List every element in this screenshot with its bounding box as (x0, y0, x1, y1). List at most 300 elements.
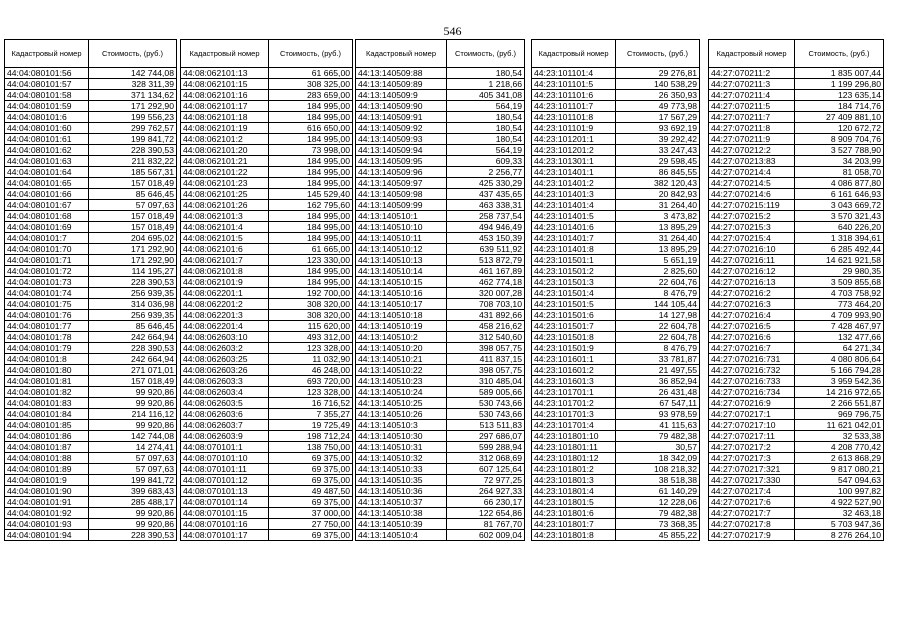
cost-cell: 157 018,49 (89, 222, 177, 233)
table-row (356, 310, 525, 321)
cost-cell: 228 390,53 (89, 145, 177, 156)
cost-cell: 79 482,38 (616, 431, 700, 442)
table-row (181, 387, 353, 398)
cost-cell: 4 703 758,92 (795, 288, 884, 299)
table-row (356, 156, 525, 167)
cost-cell: 120 672,72 (795, 123, 884, 134)
table-row (5, 497, 177, 508)
cadastral-number-cell: 44:08:062101:5 (181, 233, 269, 244)
cadastral-number-cell: 44:04:080101:75 (5, 299, 89, 310)
cost-cell: 36 852,94 (616, 376, 700, 387)
cadastral-number-cell: 44:23:101101:6 (532, 90, 616, 101)
cost-cell: 171 292,90 (89, 244, 177, 255)
cost-cell: 969 796,75 (795, 409, 884, 420)
table-row (709, 365, 884, 376)
table-row (356, 398, 525, 409)
table-row (356, 376, 525, 387)
table-row (5, 277, 177, 288)
cadastral-number-cell: 44:27:070216:5 (709, 321, 795, 332)
cadastral-number-cell: 44:04:080101:74 (5, 288, 89, 299)
page-number: 546 (443, 24, 462, 38)
cost-cell: 114 195,27 (89, 266, 177, 277)
table-row (5, 200, 177, 211)
cadastral-number-cell: 44:23:101401:1 (532, 167, 616, 178)
cost-cell: 256 939,35 (89, 288, 177, 299)
cadastral-number-cell: 44:27:070216:731 (709, 354, 795, 365)
cadastral-number-cell: 44:27:070214:6 (709, 189, 795, 200)
cost-cell: 371 134,62 (89, 90, 177, 101)
cadastral-number-cell: 44:04:080101:82 (5, 387, 89, 398)
cost-cell: 57 097,63 (89, 453, 177, 464)
cadastral-number-cell: 44:04:080101:61 (5, 134, 89, 145)
table-row (181, 134, 353, 145)
cost-cell: 86 845,55 (616, 167, 700, 178)
cost-cell: 3 959 542,36 (795, 376, 884, 387)
cost-cell: 184 995,00 (269, 101, 353, 112)
table-row (532, 277, 700, 288)
cost-cell: 142 744,08 (89, 68, 177, 79)
cost-cell: 22 604,78 (616, 321, 700, 332)
cost-cell: 185 567,31 (89, 167, 177, 178)
table-row (709, 79, 884, 90)
table-row (532, 200, 700, 211)
cost-cell: 258 737,54 (447, 211, 525, 222)
cadastral-number-cell: 44:27:070216:3 (709, 299, 795, 310)
cadastral-number-cell: 44:04:080101:7 (5, 233, 89, 244)
table-row (5, 101, 177, 112)
cost-cell: 308 325,00 (269, 79, 353, 90)
cadastral-number-cell: 44:13:140510:14 (356, 266, 447, 277)
cost-cell: 93 978,59 (616, 409, 700, 420)
table-row (532, 376, 700, 387)
cost-cell: 609,33 (447, 156, 525, 167)
cadastral-number-cell: 44:04:080101:72 (5, 266, 89, 277)
table-row (356, 189, 525, 200)
cadastral-number-cell: 44:13:140510:15 (356, 277, 447, 288)
cost-cell: 99 920,86 (89, 519, 177, 530)
table-row (709, 464, 884, 475)
cost-cell: 398 057,75 (447, 343, 525, 354)
cost-cell: 29 598,45 (616, 156, 700, 167)
cost-cell: 99 920,86 (89, 420, 177, 431)
cadastral-number-cell: 44:04:080101:89 (5, 464, 89, 475)
table-row (356, 222, 525, 233)
table-row (709, 387, 884, 398)
cadastral-number-cell: 44:08:062603:9 (181, 431, 269, 442)
cost-cell: 184 995,00 (269, 167, 353, 178)
table-row (532, 321, 700, 332)
table-row (5, 464, 177, 475)
cost-cell: 29 276,81 (616, 68, 700, 79)
cost-cell: 398 057,75 (447, 365, 525, 376)
cadastral-number-cell: 44:23:101501:4 (532, 288, 616, 299)
cadastral-number-cell: 44:27:070216:13 (709, 277, 795, 288)
cost-cell: 67 547,11 (616, 398, 700, 409)
cost-cell: 8 476,79 (616, 343, 700, 354)
cadastral-number-cell: 44:27:070217:1 (709, 409, 795, 420)
table-row (5, 244, 177, 255)
table-row (356, 354, 525, 365)
cost-cell: 7 428 467,97 (795, 321, 884, 332)
cost-cell: 1 835 007,44 (795, 68, 884, 79)
table-row (532, 156, 700, 167)
cadastral-number-cell: 44:08:062101:23 (181, 178, 269, 189)
table-row (356, 167, 525, 178)
table-row (709, 145, 884, 156)
cost-cell: 14 621 921,58 (795, 255, 884, 266)
cadastral-number-cell: 44:23:101401:2 (532, 178, 616, 189)
table-row (356, 79, 525, 90)
table-row (356, 90, 525, 101)
cadastral-number-cell: 44:08:062603:6 (181, 409, 269, 420)
cadastral-number-cell: 44:13:140510:4 (356, 530, 447, 541)
cadastral-number-cell: 44:13:140510:24 (356, 387, 447, 398)
table-row (181, 145, 353, 156)
table-row (356, 497, 525, 508)
cost-cell: 33 781,87 (616, 354, 700, 365)
cost-cell: 453 150,39 (447, 233, 525, 244)
cost-cell: 184 995,00 (269, 211, 353, 222)
table-row (5, 145, 177, 156)
table-row (709, 189, 884, 200)
cadastral-number-cell: 44:23:101801:5 (532, 497, 616, 508)
table-row (5, 255, 177, 266)
table-row (5, 431, 177, 442)
cadastral-number-cell: 44:23:101401:7 (532, 233, 616, 244)
cadastral-number-cell: 44:08:070101:11 (181, 464, 269, 475)
cadastral-number-cell: 44:23:101101:9 (532, 123, 616, 134)
table-row (532, 475, 700, 486)
cadastral-number-cell: 44:27:070211:7 (709, 112, 795, 123)
cost-cell: 4 086 877,80 (795, 178, 884, 189)
cost-cell: 494 946,49 (447, 222, 525, 233)
table-row (532, 178, 700, 189)
cadastral-number-cell: 44:23:101701:1 (532, 387, 616, 398)
table-row (532, 530, 700, 541)
cadastral-number-cell: 44:27:070215:4 (709, 233, 795, 244)
cadastral-number-cell: 44:13:140510:33 (356, 464, 447, 475)
table-row (356, 134, 525, 145)
table-row (181, 200, 353, 211)
cost-cell: 708 703,10 (447, 299, 525, 310)
cost-cell: 2 256,77 (447, 167, 525, 178)
table-row (181, 431, 353, 442)
cost-table-column-3 (355, 39, 525, 541)
table-row (181, 178, 353, 189)
cost-cell: 34 203,99 (795, 156, 884, 167)
table-row (5, 332, 177, 343)
table-row (532, 211, 700, 222)
cadastral-number-cell: 44:23:101501:8 (532, 332, 616, 343)
cadastral-number-cell: 44:23:101801:7 (532, 519, 616, 530)
table-row (5, 376, 177, 387)
cadastral-number-cell: 44:04:080101:84 (5, 409, 89, 420)
cadastral-number-cell: 44:23:101101:7 (532, 101, 616, 112)
cost-cell: 242 664,94 (89, 332, 177, 343)
cadastral-number-cell: 44:08:062603:7 (181, 420, 269, 431)
table-row (532, 420, 700, 431)
table-row (356, 486, 525, 497)
cadastral-number-cell: 44:13:140509:97 (356, 178, 447, 189)
cost-cell: 199 841,72 (89, 134, 177, 145)
table-row (356, 464, 525, 475)
cost-cell: 37 000,00 (269, 508, 353, 519)
table-row (532, 365, 700, 376)
cost-cell: 264 927,33 (447, 486, 525, 497)
table-row (356, 211, 525, 222)
cadastral-number-cell: 44:27:070217:2 (709, 442, 795, 453)
table-row (532, 123, 700, 134)
cost-cell: 11 032,90 (269, 354, 353, 365)
cadastral-number-cell: 44:04:080101:91 (5, 497, 89, 508)
cost-cell: 27 409 881,10 (795, 112, 884, 123)
table-row (356, 145, 525, 156)
cadastral-number-cell: 44:13:140509:95 (356, 156, 447, 167)
cadastral-number-cell: 44:04:080101:9 (5, 475, 89, 486)
table-row (5, 299, 177, 310)
cadastral-number-cell: 44:04:080101:81 (5, 376, 89, 387)
cadastral-number-cell: 44:23:101501:1 (532, 255, 616, 266)
cadastral-number-cell: 44:08:070101:14 (181, 497, 269, 508)
table-row (5, 288, 177, 299)
table-row (532, 189, 700, 200)
table-row (356, 332, 525, 343)
cadastral-number-cell: 44:04:080101:90 (5, 486, 89, 497)
table-row (5, 134, 177, 145)
cost-cell: 8 909 704,76 (795, 134, 884, 145)
cadastral-number-cell: 44:27:070212:2 (709, 145, 795, 156)
cadastral-number-cell: 44:23:101201:2 (532, 145, 616, 156)
cost-cell: 17 567,29 (616, 112, 700, 123)
cadastral-number-cell: 44:08:062201:3 (181, 310, 269, 321)
cost-cell: 228 390,53 (89, 343, 177, 354)
cadastral-number-cell: 44:23:101501:7 (532, 321, 616, 332)
cadastral-number-cell: 44:04:080101:57 (5, 79, 89, 90)
cost-cell: 214 116,12 (89, 409, 177, 420)
cadastral-number-cell: 44:04:080101:80 (5, 365, 89, 376)
cost-cell: 616 650,00 (269, 123, 353, 134)
cadastral-number-cell: 44:13:140510:22 (356, 365, 447, 376)
cost-cell: 49 487,50 (269, 486, 353, 497)
table-row (356, 530, 525, 541)
cadastral-number-cell: 44:23:101801:3 (532, 475, 616, 486)
cadastral-number-cell: 44:27:070216:11 (709, 255, 795, 266)
table-row (356, 431, 525, 442)
cadastral-number-cell: 44:23:101101:8 (532, 112, 616, 123)
cost-cell: 16 716,52 (269, 398, 353, 409)
cost-cell: 57 097,63 (89, 464, 177, 475)
cost-cell: 33 247,43 (616, 145, 700, 156)
cost-cell: 198 712,24 (269, 431, 353, 442)
table-row (181, 112, 353, 123)
cost-cell: 57 097,63 (89, 200, 177, 211)
cadastral-number-cell: 44:27:070211:3 (709, 79, 795, 90)
table-row (709, 431, 884, 442)
cost-cell: 5 166 794,28 (795, 365, 884, 376)
cost-cell: 31 264,40 (616, 233, 700, 244)
table-row (356, 299, 525, 310)
table-row (532, 332, 700, 343)
table-row (356, 508, 525, 519)
cost-cell: 180,54 (447, 134, 525, 145)
cadastral-number-cell: 44:27:070211:8 (709, 123, 795, 134)
table-row (181, 233, 353, 244)
table-row (181, 486, 353, 497)
table-row (5, 178, 177, 189)
cost-cell: 3 527 788,90 (795, 145, 884, 156)
cadastral-number-cell: 44:13:140510:25 (356, 398, 447, 409)
cost-cell: 61 665,00 (269, 68, 353, 79)
table-row (532, 519, 700, 530)
table-row (356, 519, 525, 530)
table-row (181, 277, 353, 288)
cadastral-number-cell: 44:27:070217:11 (709, 431, 795, 442)
cost-cell: 142 744,08 (89, 431, 177, 442)
table-row (5, 354, 177, 365)
cost-cell: 2 613 868,29 (795, 453, 884, 464)
cost-cell: 204 695,02 (89, 233, 177, 244)
cadastral-number-cell: 44:13:140510:16 (356, 288, 447, 299)
header-cost: Стоимость, (руб.) (269, 40, 353, 68)
header-cadastral-number: Кадастровый номер (356, 40, 447, 68)
cadastral-number-cell: 44:08:062201:2 (181, 299, 269, 310)
cost-cell: 461 167,89 (447, 266, 525, 277)
cost-cell: 463 338,31 (447, 200, 525, 211)
cost-cell: 211 832,22 (89, 156, 177, 167)
cadastral-number-cell: 44:27:070216:7 (709, 343, 795, 354)
table-row (532, 244, 700, 255)
cadastral-number-cell: 44:23:101101:4 (532, 68, 616, 79)
cost-cell: 3 509 855,68 (795, 277, 884, 288)
cost-cell: 1 218,66 (447, 79, 525, 90)
cost-cell: 171 292,90 (89, 101, 177, 112)
cost-cell: 184 995,00 (269, 222, 353, 233)
cost-cell: 639 511,92 (447, 244, 525, 255)
cadastral-number-cell: 44:04:080101:79 (5, 343, 89, 354)
cadastral-number-cell: 44:08:062101:6 (181, 244, 269, 255)
cost-cell: 411 837,15 (447, 354, 525, 365)
cadastral-number-cell: 44:13:140509:93 (356, 134, 447, 145)
cost-cell: 564,19 (447, 101, 525, 112)
cost-cell: 184 995,00 (269, 134, 353, 145)
cost-table-column-1 (4, 39, 177, 541)
cadastral-number-cell: 44:08:062101:20 (181, 145, 269, 156)
cost-cell: 123 330,00 (269, 255, 353, 266)
table-row (181, 321, 353, 332)
cost-cell: 314 036,98 (89, 299, 177, 310)
table-row (709, 156, 884, 167)
cost-cell: 20 842,93 (616, 189, 700, 200)
cadastral-number-cell: 44:08:062101:3 (181, 211, 269, 222)
table-row (181, 189, 353, 200)
cadastral-number-cell: 44:04:080101:86 (5, 431, 89, 442)
cadastral-number-cell: 44:23:101801:2 (532, 464, 616, 475)
cost-cell: 29 980,35 (795, 266, 884, 277)
table-row (709, 101, 884, 112)
cost-cell: 458 216,62 (447, 321, 525, 332)
table-row (5, 486, 177, 497)
table-row (5, 442, 177, 453)
cadastral-number-cell: 44:13:140509:99 (356, 200, 447, 211)
cadastral-number-cell: 44:08:062101:15 (181, 79, 269, 90)
table-row (356, 343, 525, 354)
table-row (532, 442, 700, 453)
table-row (181, 365, 353, 376)
table-row (709, 178, 884, 189)
cadastral-number-cell: 44:27:070217:321 (709, 464, 795, 475)
cost-cell: 320 007,28 (447, 288, 525, 299)
cost-cell: 493 312,00 (269, 332, 353, 343)
cost-cell: 99 920,86 (89, 398, 177, 409)
table-row (532, 299, 700, 310)
cadastral-number-cell: 44:04:080101:85 (5, 420, 89, 431)
table-row (532, 255, 700, 266)
cost-cell: 14 216 972,65 (795, 387, 884, 398)
table-row (532, 90, 700, 101)
table-row (356, 420, 525, 431)
cost-cell: 123 328,00 (269, 343, 353, 354)
cadastral-number-cell: 44:13:140510:38 (356, 508, 447, 519)
cost-cell: 199 841,72 (89, 475, 177, 486)
table-row (532, 222, 700, 233)
cost-cell: 310 485,04 (447, 376, 525, 387)
cadastral-number-cell: 44:04:080101:94 (5, 530, 89, 541)
cadastral-number-cell: 44:13:140510:2 (356, 332, 447, 343)
cadastral-number-cell: 44:08:070101:13 (181, 486, 269, 497)
cost-cell: 93 692,19 (616, 123, 700, 134)
cost-cell: 530 743,66 (447, 398, 525, 409)
cadastral-number-cell: 44:04:080101:78 (5, 332, 89, 343)
cadastral-number-cell: 44:08:062603:3 (181, 376, 269, 387)
table-row (5, 112, 177, 123)
cost-cell: 184 995,00 (269, 277, 353, 288)
cost-cell: 157 018,49 (89, 178, 177, 189)
cadastral-number-cell: 44:27:070216:732 (709, 365, 795, 376)
table-row (356, 277, 525, 288)
header-cost: Стоимость, (руб.) (616, 40, 700, 68)
cost-cell: 45 855,22 (616, 530, 700, 541)
table-row (532, 288, 700, 299)
cost-cell: 308 320,00 (269, 299, 353, 310)
table-row (532, 233, 700, 244)
cost-cell: 38 518,38 (616, 475, 700, 486)
cost-cell: 31 264,40 (616, 200, 700, 211)
cadastral-number-cell: 44:13:140510:39 (356, 519, 447, 530)
cadastral-number-cell: 44:27:070211:2 (709, 68, 795, 79)
cost-cell: 283 659,00 (269, 90, 353, 101)
cadastral-number-cell: 44:04:080101:69 (5, 222, 89, 233)
cost-table-column-2 (180, 39, 353, 541)
cost-cell: 69 375,00 (269, 464, 353, 475)
table-row (709, 90, 884, 101)
table-row (356, 200, 525, 211)
cost-cell: 184 995,00 (269, 266, 353, 277)
header-cadastral-number: Кадастровый номер (5, 40, 89, 68)
cadastral-number-cell: 44:08:062201:4 (181, 321, 269, 332)
table-row (709, 321, 884, 332)
cost-cell: 773 464,20 (795, 299, 884, 310)
table-row (181, 222, 353, 233)
table-row (356, 475, 525, 486)
cost-cell: 425 330,29 (447, 178, 525, 189)
cadastral-number-cell: 44:08:062603:2 (181, 343, 269, 354)
cost-cell: 66 230,17 (447, 497, 525, 508)
table-row (181, 90, 353, 101)
table-row (181, 266, 353, 277)
table-row (5, 156, 177, 167)
table-row (181, 167, 353, 178)
cadastral-number-cell: 44:13:140510:10 (356, 222, 447, 233)
